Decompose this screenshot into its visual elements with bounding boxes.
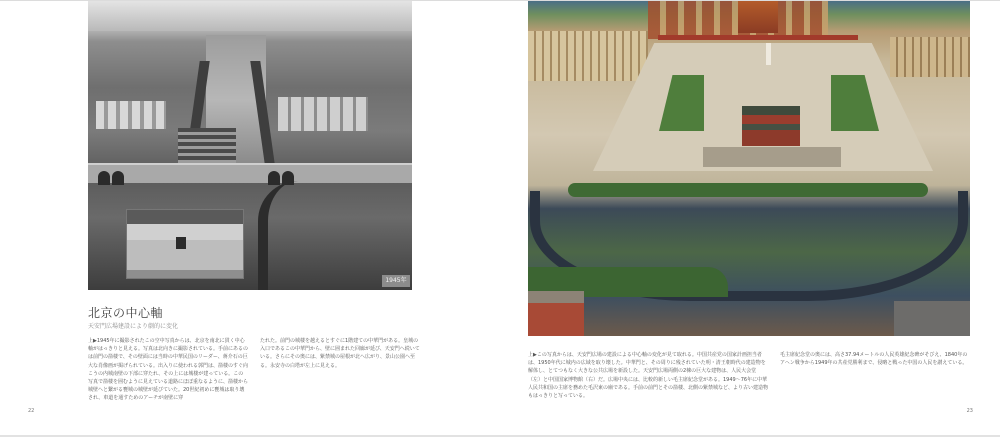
photo-red-wall xyxy=(658,35,858,40)
photo-arch xyxy=(98,171,110,185)
photo-road-curve xyxy=(258,181,318,290)
photo-year-label: 1945年 xyxy=(382,275,410,287)
section-subheading: 天安門広場建設により劇的に変化 xyxy=(88,323,179,330)
body-paragraph: 上▶1945年に撮影されたこの空中写真からは、北京を南北に貫く中心軸がはっきりと見える。写真は北向きに撮影されている。手前にあるのは前門の箭楼で、その壁面には当時の中華民国のリーダー、蒋介石の巨大な肖像画が掲げられている。出入りに使われる郭門は、箭楼のすぐ向こうの内城南壁の下部に穿たれ、その上には城楼が建っている。この写真で箭楼を囲むように見えている道路にほぼ重なるように、箭楼から城壁へと繋がる甕城の城壁が延びていた。20世紀初めに甕城は取り壊され、車道を通すためのアーチが南壁に穿 xyxy=(88,338,249,402)
photo-buildings xyxy=(278,97,368,131)
photo-arrow-tower xyxy=(733,193,825,255)
historical-aerial-photo xyxy=(88,1,412,290)
photo-tiananmen xyxy=(738,1,778,33)
body-paragraph: 上▶この写真からは、天安門広場の建設による中心軸の変化が見て取れる。中国共産党の国家計画担当者は、1950年代に城内の広域を取り壊した。中華門と、その周りに残されていた明・清王朝時代の建造物を解体し、とてつもなく大きな公共広場を新設した。天安門広場両側の2棟の巨大な建物は、人民大会堂（左）と中国国家博物館（右）だ。広場中央には、比較的新しい毛主席紀念堂がある。1949～76年に中華人民共和国の主席を務めた毛沢東の廟である。手前の前門とその箭楼、北側の紫禁城など、より古い建造物もはっきりと写っている。 xyxy=(528,352,769,400)
photo-great-hall xyxy=(528,31,648,81)
photo-portrait xyxy=(176,237,186,249)
body-paragraph: たれた。前門の城楼を越えるとすぐに1階建ての中華門がある。皇城の入口であるこの中華門から、壁に囲まれた回廊が延び、天安門へ続いている。さらにその奥には、紫禁城の屋根が北へ広がり、景山公園へ至る。永安寺の白塔が左上に見える。 xyxy=(260,338,420,369)
modern-aerial-photo xyxy=(528,1,970,336)
page-number: 23 xyxy=(966,408,973,414)
photo-city-wall xyxy=(88,163,412,183)
left-page xyxy=(0,1,500,436)
photo-buildings xyxy=(528,291,584,336)
section-heading: 北京の中心軸 xyxy=(88,306,164,320)
body-paragraph: 毛主席紀念堂の奥には、高さ37.94メートルの人民英雄紀念碑がそびえ、1840年のアヘン戦争から1949年の共産党勝利まで、侵略と戦った中国の人民を讃えている。 xyxy=(780,352,968,367)
right-page xyxy=(500,1,1000,436)
photo-arch xyxy=(268,171,280,185)
photo-gate-base xyxy=(703,147,841,167)
photo-arch xyxy=(112,171,124,185)
page-number: 22 xyxy=(28,408,35,414)
photo-mausoleum xyxy=(733,71,805,105)
photo-buildings xyxy=(96,101,166,129)
photo-gate-tower xyxy=(178,128,236,164)
photo-national-museum xyxy=(890,37,970,77)
photo-monument xyxy=(766,43,771,65)
photo-sky-haze xyxy=(88,1,412,31)
photo-buildings xyxy=(894,301,970,336)
photo-zhengyang-gate xyxy=(742,106,800,146)
